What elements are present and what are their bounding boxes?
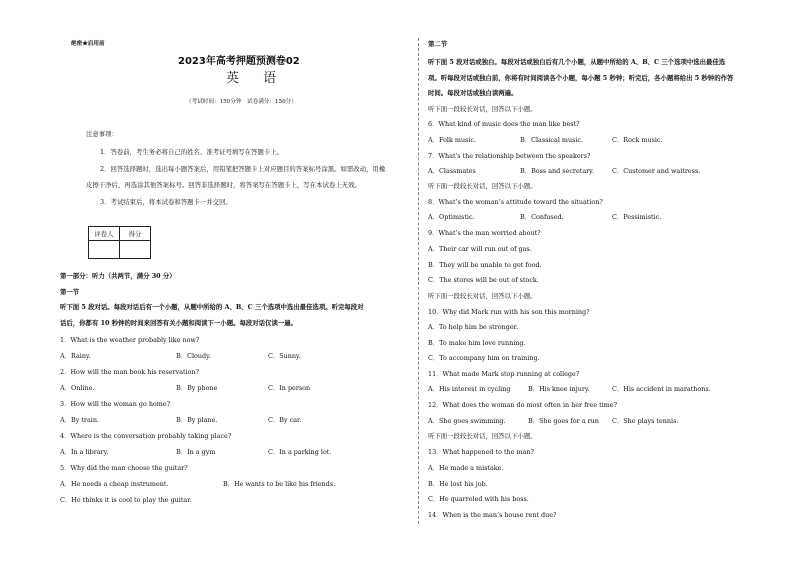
option-a: A．Classmates: [428, 167, 476, 175]
option-a: A．Rainy.: [60, 352, 91, 360]
option-c: C．By car.: [268, 416, 302, 424]
question-11: 11．What made Mark stop running at college?: [428, 370, 580, 378]
option-a: A．He made a mistake.: [428, 464, 504, 472]
dialogue-heading: 听下面一段较长对话，回答以下小题。: [428, 182, 537, 190]
question-10: 10．Why did Mark run with his son this morning?: [428, 308, 590, 316]
column-divider: [418, 38, 419, 524]
question-12: 12．What does the woman do most often in her free time?: [428, 401, 618, 409]
option-c: C．She plays tennis.: [612, 417, 679, 425]
part1-heading: 第一部分：听力（共两节，满分 30 分）: [60, 272, 176, 280]
option-b: B．Confused.: [520, 213, 564, 221]
dialogue-heading: 听下面一段较长对话，回答以下小题。: [428, 292, 537, 300]
score-table: [88, 226, 151, 259]
option-a: A．To help him be stronger.: [428, 323, 518, 331]
option-a: A．He needs a cheap instrument.: [60, 480, 169, 488]
option-a: A．His interest in cycling: [428, 385, 511, 393]
option-c: C．Pessimistic.: [612, 213, 662, 221]
option-c: C．He quarreled with his boss.: [428, 495, 529, 503]
section2-instructions: 听下面 5 段对话或独白。每段对话或独白后有几个小题，从题中所给的 A、B、C 三个选项中选出最佳选: [428, 58, 726, 66]
question-9: 9．What’s the man worried about?: [428, 229, 541, 237]
question-4: 4．Where is the conversation probably taking place?: [60, 432, 232, 440]
dialogue-heading: 听下面一段较长对话，回答以下小题。: [428, 105, 537, 113]
option-b: B．He wants to be like his friends.: [223, 480, 336, 488]
option-b: B．He lost his job.: [428, 480, 488, 488]
section1-heading: 第一节: [60, 288, 80, 296]
option-b: B．By plane.: [176, 416, 218, 424]
question-5: 5．Why did the man choose the guitar?: [60, 464, 188, 472]
option-c: C．To accompany him on training.: [428, 354, 540, 362]
option-b: B．Cloudy.: [176, 352, 211, 360]
question-2: 2．How will the man book his reservation?: [60, 368, 200, 376]
option-a: A．Folk music.: [428, 136, 476, 144]
option-c: C．Rock music.: [612, 136, 663, 144]
secret-label: 绝密★启用前: [71, 41, 105, 47]
grader-blank: [89, 241, 120, 259]
note-item: 3．考试结束后，将本试卷和答题卡一并交回。: [100, 198, 232, 206]
option-c: C．In person: [268, 384, 311, 392]
option-c: C．Sunny.: [268, 352, 301, 360]
option-b: B．They will be unable to get food.: [428, 261, 542, 269]
question-6: 6．What kind of music does the man like best?: [428, 120, 580, 128]
question-14: 14．When is the man’s house rent due?: [428, 511, 557, 519]
section2-instructions: 时间。每段对话或独白读两遍。: [428, 89, 518, 97]
option-b: B．Boss and secretary.: [520, 167, 594, 175]
question-7: 7．What's the relationship between the speakers?: [428, 152, 591, 160]
option-b: B．Classical music.: [520, 136, 584, 144]
option-c: C．The stores will be out of stock.: [428, 276, 539, 284]
score-cell: 得分: [120, 227, 151, 241]
option-a: A．Optimistic.: [428, 213, 475, 221]
note-item: 皮擦干净后，再选涂其他答案标号。回答非选择题时，将答案写在答题卡上，写在本试卷上无效。: [86, 181, 361, 189]
option-c: C．His accident in marathons.: [612, 385, 711, 393]
notes-heading: 注意事项：: [86, 130, 118, 138]
dialogue-heading: 听下面一段较长对话，回答以下小题。: [428, 432, 537, 440]
option-a: A．In a library.: [60, 448, 109, 456]
option-b: B．To make him love running.: [428, 339, 526, 347]
exam-info: （考试时间：150分钟 试卷满分：150分）: [186, 99, 297, 105]
exam-title: 2023年高考押题预测卷02: [178, 56, 300, 67]
subject-title: 英 语: [226, 71, 287, 86]
question-1: 1．What is the weather probably like now?: [60, 336, 200, 344]
option-b: B．In a gym: [176, 448, 216, 456]
option-a: A．By train.: [60, 416, 99, 424]
section2-instructions: 项。听每段对话或独白前，你将有时间阅读各个小题，每小题 5 秒钟；听完后，各小题将给出 5 秒钟的作答: [428, 74, 734, 82]
question-8: 8．What’s the woman’s attitude toward the situation?: [428, 198, 603, 206]
section2-heading: 第二节: [428, 40, 448, 48]
note-item: 1．答卷前，考生务必将自己的姓名、准考证号填写在答题卡上。: [100, 148, 284, 156]
option-a: A．Online.: [60, 384, 95, 392]
section1-instructions: 话后，你都有 10 秒钟的时间来回答有关小题和阅读下一小题。每段对话仅读一遍。: [60, 319, 298, 327]
score-blank: [120, 241, 151, 259]
option-a: A．Their car will run out of gas.: [428, 245, 532, 253]
option-c: C．In a parking lot.: [268, 448, 332, 456]
option-b: B．She goes for a run: [528, 417, 599, 425]
option-b: B．His knee injury.: [528, 385, 590, 393]
option-c: C．Customer and waitress.: [612, 167, 701, 175]
note-item: 2．回答选择题时，选出每小题答案后，用铅笔把答题卡上对应题目的答案标号涂黑。如需改动，用橡: [100, 165, 386, 173]
question-3: 3．How will the woman go home?: [60, 400, 171, 408]
option-b: B．By phone: [176, 384, 218, 392]
grader-cell: 评卷人: [89, 227, 120, 241]
option-c: C．He thinks it is cool to play the guitar.: [60, 496, 192, 504]
option-a: A．She goes swimming.: [428, 417, 506, 425]
question-13: 13．What happened to the man?: [428, 448, 534, 456]
section1-instructions: 听下面 5 段对话。每段对话后有一个小题，从题中所给的 A、B、C 三个选项中选出最佳选项。听完每段对: [60, 303, 364, 311]
